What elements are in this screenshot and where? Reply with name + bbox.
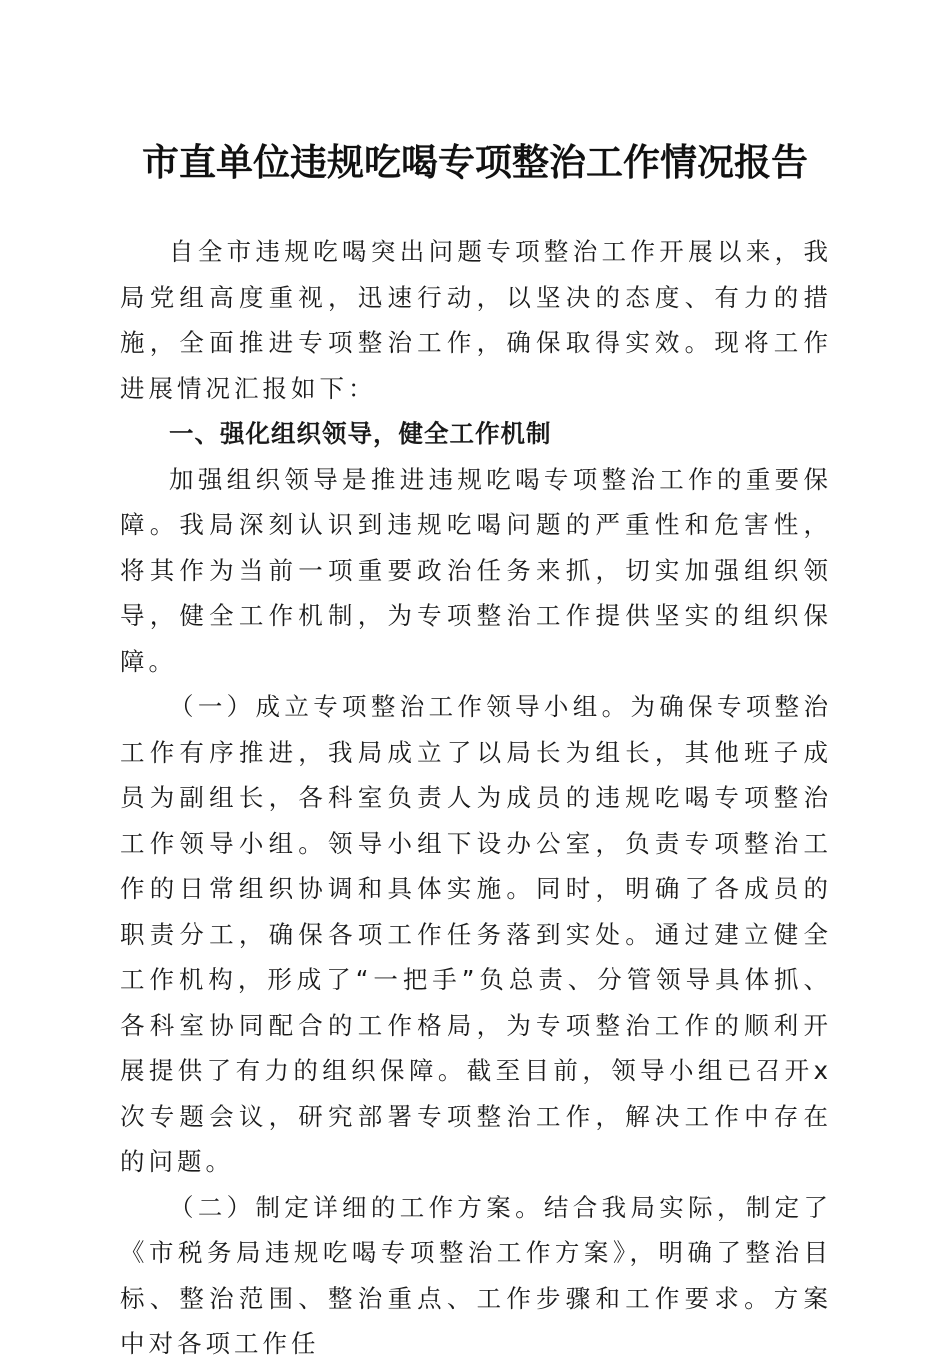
- document-title: 市直单位违规吃喝专项整治工作情况报告: [142, 140, 808, 184]
- subsection-2-paragraph: （二）制定详细的工作方案。结合我局实际，制定了《市税务局违规吃喝专项整治工作方案》，明确了整治目标、整治范围、整治重点、工作步骤和工作要求。方案中对各项工作任: [120, 1192, 832, 1358]
- section-heading-1: 一、强化组织领导，健全工作机制: [169, 419, 552, 448]
- document-body: [120, 229, 832, 1367]
- section-1-paragraph: 加强组织领导是推进违规吃喝专项整治工作的重要保障。我局深刻认识到违规吃喝问题的严重性和危害性，将其作为当前一项重要政治任务来抓，切实加强组织领导，健全工作机制，为专项整治工作提供坚实的组织保障。: [120, 464, 832, 676]
- intro-paragraph: 自全市违规吃喝突出问题专项整治工作开展以来，我局党组高度重视，迅速行动，以坚决的态度、有力的措施，全面推进专项整治工作，确保取得实效。现将工作进展情况汇报如下：: [120, 237, 832, 403]
- subsection-1-paragraph: （一）成立专项整治工作领导小组。为确保专项整治工作有序推进，我局成立了以局长为组长，其他班子成员为副组长，各科室负责人为成员的违规吃喝专项整治工作领导小组。领导小组下设办公室，负责专项整治工作的日常组织协调和具体实施。同时，明确了各成员的职责分工，确保各项工作任务落到实处。通过建立健全工作机构，形成了“一把手”负总责、分管领导具体抓、各科室协同配合的工作格局，为专项整治工作的顺利开展提供了有力的组织保障。截至目前，领导小组已召开x次专题会议，研究部署专项整治工作，解决工作中存在的问题。: [120, 692, 832, 1176]
